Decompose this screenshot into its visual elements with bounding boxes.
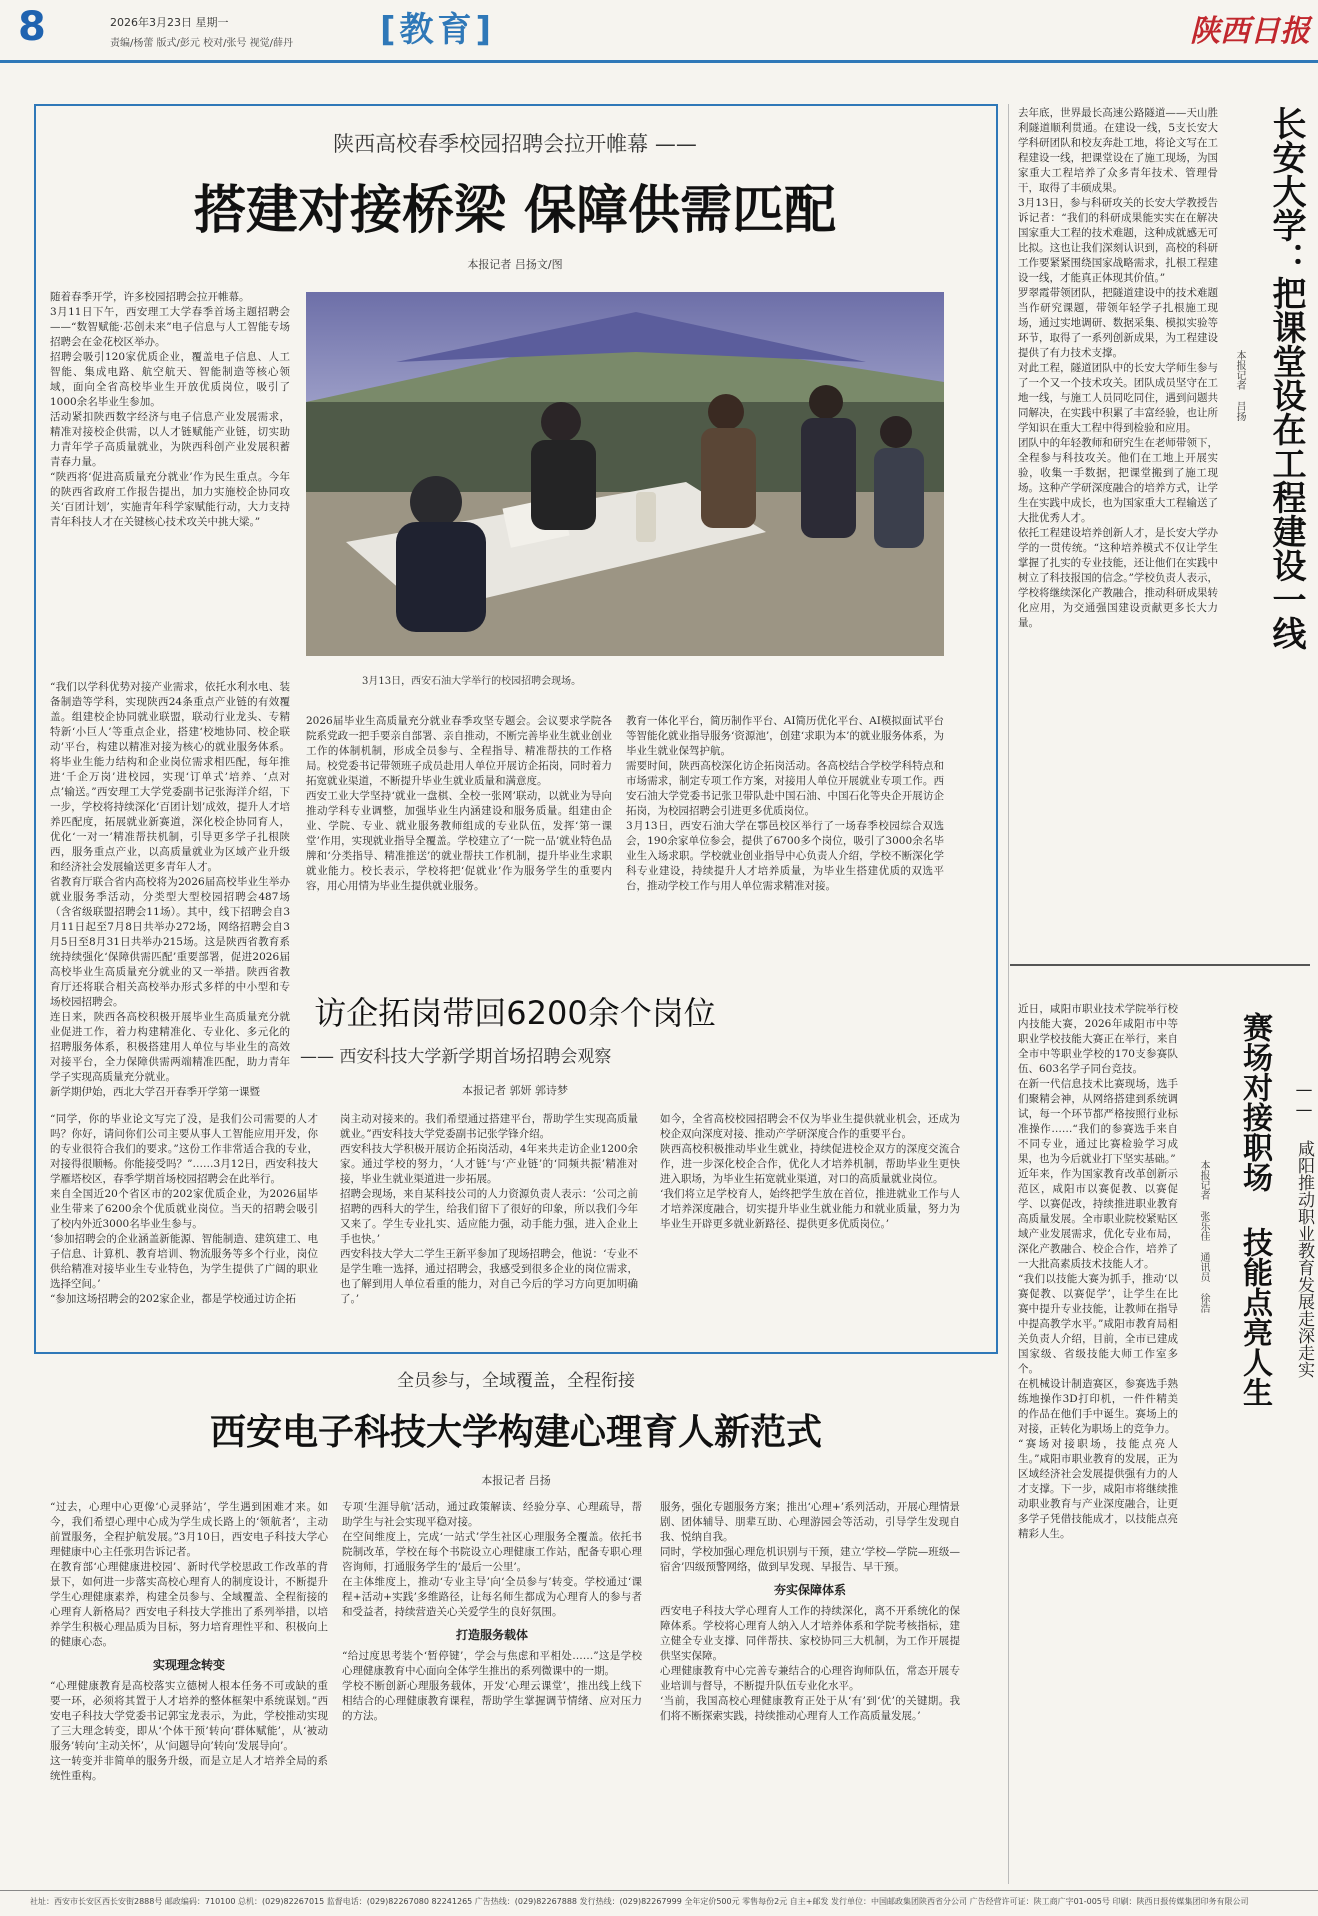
sidebar1-byline: 本报记者 吕扬	[1234, 350, 1245, 421]
article2-column-3: 如今，全省高校校园招聘会不仅为毕业生提供就业机会，还成为校企双向深度对接、推动产学研深度合作的重要平台。 陕西高校积极推动毕业生就业，持续促进校企双方的深度交流合作，进一步深化校企合作，优化人才培养机制，帮助毕业生更快进入职场，为毕业生拓宽就业渠道，对口的高质量就业岗位。 ‘我们将立足学校育人，始终把学生放在首位，推进就业工作与人才培养深度融合，切实提升毕业生就业能力和就业质量，努力为毕业生开辟更多就业新路径、提供更多优质岗位。’	[660, 1113, 960, 1230]
brand-logo: 陕西日报	[1190, 14, 1310, 49]
sidebar2-byline: 本报记者 张乐佳 通讯员 徐浩	[1198, 1160, 1209, 1313]
recruitment-fair-photo	[306, 292, 944, 656]
article2-column-1: “同学，你的毕业论文写完了没，是我们公司需要的人才吗？你好，请问你们公司主要从事人工智能应用开发，你的专业很符合我们的要求。”这份工作非常适合我的专业，对接得很顺畅。你能接受吗？”……3月12日，西安科技大学雁塔校区，春季学期首场校园招聘会在此举行。 来自全国近20个省区市的202家优质企业，为2026届毕业生带来了6200余个优质就业岗位。当天的招聘会吸引了校内外近3000名毕业生参与。 ‘参加招聘会的企业涵盖新能源、智能制造、建筑建工、电子信息、计算机、教育培训、物流服务等多个行业，岗位供给精准对接毕业生专业特色，为学生提供了广阔的职业选择空间。’ “参加这场招聘会的202家企业，都是学校通过访企拓	[50, 1113, 318, 1305]
article3-column-3	[660, 1500, 960, 1888]
article3-column-3-text-a: 服务，强化专题服务方案；推出‘心理+’系列活动，开展心理情景剧、团体辅导、朋辈互助、心理游园会等活动，引导学生发现自我、悦纳自我。 同时，学校加强心理危机识别与干预，建立‘学校—学院—班级—宿舍’四级预警网络，做到早发现、早报告、早干预。	[660, 1501, 960, 1573]
sidebar2-subtitle: —— 咸阳推动职业教育发展走深走实	[1294, 1080, 1314, 1378]
article3-column-3-text-b: 西安电子科技大学心理育人工作的持续深化，离不开系统化的保障体系。学校将心理育人纳入人才培养体系和学院考核指标，建立健全专业支撑、同伴帮扶、家校协同三大机制，为工作开展提供坚实保障。 心理健康教育中心完善专兼结合的心理咨询师队伍，常态开展专业培训与督导，不断提升队伍专业化水平。 ‘当前，我国高校心理健康教育正处于从‘有’到‘优’的关键期。我们将不断探索实践，持续推动心理育人工作高质量发展。’	[660, 1605, 960, 1722]
article1-column-1: “我们以学科优势对接产业需求，依托水利水电、装备制造等学科，实现陕西24条重点产业链的有效覆盖。组建校企协同就业联盟，联动行业龙头、专精特新‘小巨人’等重点企业，搭建‘校地协同、校企联动’平台，构建以精准对接为核心的就业服务体系。将毕业生能力结构和企业岗位需求相匹配，每年推进‘千企万岗’进校园，实现‘订单式’培养、‘点对点’输送。”西安理工大学党委副书记张海洋介绍，下一步，学校将持续深化‘百团计划’成效，提升人才培养匹配度，拓展就业新赛道，深化校企协同育人，优化‘一对一’精准帮扶机制，引导更多学子扎根陕西，服务重点产业，以高质量就业为区域产业升级和经济社会发展输送更多青年人才。 省教育厅联合省内高校将为2026届高校毕业生举办就业服务季活动，分类型大型校园招聘会487场（含省级联盟招聘会11场）。其中，线下招聘会自3月11日起至7月8日共举办272场，网络招聘会自3月5日至8月31日共举办215场。这是陕西省教育系统持续强化‘保障供需匹配’重要部署，促进2026届高校毕业生高质量充分就业的又一举措。陕西省教育厅还将联合相关高校举办形式多样的中小型和专场校园招聘会。 连日来，陕西各高校积极开展毕业生高质量充分就业促进工作，着力构建精准化、专业化、多元化的招聘服务体系，积极搭建用人单位与毕业生的高效对接平台，全力保障供需两端精准匹配，助力青年学子实现高质量充分就业。 新学期伊始，西北大学召开春季开学第一课暨	[50, 681, 290, 1098]
article3-column-2-text-a: 专项‘生涯导航’活动，通过政策解读、经验分享、心理疏导，帮助学生与社会实现平稳对接。 在空间维度上，完成‘一站式’学生社区心理服务全覆盖。依托书院制改革，学校在每个书院设立心理健康工作站，配备专职心理咨询师，打通服务学生的‘最后一公里’。 在主体维度上，推动‘专业主导’向‘全员参与’转变。学校通过‘课程+活动+实践’多维路径，让每名师生都成为心理育人的参与者和受益者，持续营造关心关爱学生的良好氛围。	[342, 1501, 642, 1618]
sidebar1-title: 长安大学：把课堂设在工程建设一线	[1266, 106, 1306, 650]
article3-headline: 西安电子科技大学构建心理育人新范式	[209, 1412, 822, 1453]
footer-info: 社址：西安市长安区西长安街2888号 邮政编码：710100 总机：(029)82267015 监督电话：(029)82267080 82241265 广告热线：(029)82267888 发行热线：(029)82267999 全年定价500元 零售每份2元 自主+邮发 发行单位：中国邮政集团陕西省分公司 广告经营许可证：陕工商广字01-005号 印刷：陕西日报传媒集团印务有限公司	[30, 1897, 1249, 1906]
article2-subtitle: —— 西安科技大学新学期首场招聘会观察	[300, 1047, 612, 1067]
article1-column-2: 2026届毕业生高质量充分就业春季攻坚专题会。会议要求学院各院系党政一把手要亲自部署、亲自推动，不断完善毕业生就业创业工作的体制机制，形成全员参与、全程指导、精准帮扶的工作格局。校党委书记带领班子成员赴用人单位开展访企拓岗，同时着力拓宽就业渠道，不断提升毕业生就业质量和满意度。 西安工业大学坚持‘就业一盘棋、全校一张网’联动，以就业为导向推动学科专业调整，加强毕业生内涵建设和服务质量。组建由企业、学院、专业、就业服务教师组成的专业队伍，发挥‘第一课堂’作用，实现就业指导全覆盖。学校建立了‘一院一品’就业特色品牌和‘分类指导、精准推送’的就业帮扶工作机制，提升毕业生求职就业能力。校长表示，学校将把‘促就业’作为服务学生的重要内容，用心用情为毕业生提供就业服务。	[306, 715, 612, 892]
article2-column-2: 岗主动对接来的。我们希望通过搭建平台，帮助学生实现高质量就业。”西安科技大学党委副书记张学锋介绍。 西安科技大学积极开展访企拓岗活动，4年来共走访企业1200余家。通过学校的努力，‘人才链’与‘产业链’的‘同频共振’精准对接，毕业生就业渠道进一步拓展。 招聘会现场，来自某科技公司的人力资源负责人表示：‘公司之前招聘的西科大的学生，给我们留下了很好的印象，所以我们今年又来了。学生专业扎实、适应能力强，动手能力强，进入企业上手也快。’ 西安科技大学大二学生王新平参加了现场招聘会，他说：‘专业不是学生唯一选择，通过招聘会，我感受到很多企业的岗位需求，也了解到用人单位看重的能力，对自己今后的学习方向更加明确了。’	[340, 1113, 638, 1305]
article3-column-1-text-b: “心理健康教育是高校落实立德树人根本任务不可或缺的重要一环，必须将其置于人才培养的整体框架中系统谋划。”西安电子科技大学党委书记郭宝龙表示，为此，学校推动实现了三大理念转变，即从‘个体干预’转向‘群体赋能’，从‘被动服务’转向‘主动关怀’，从‘问题导向’转向‘发展导向’。 这一转变并非简单的服务升级，而是立足人才培养全局的系统性重构。	[50, 1680, 328, 1782]
article3-column-1	[50, 1500, 328, 1888]
sidebar2-text: 近日，咸阳市职业技术学院举行校内技能大赛，2026年咸阳市中等职业学校技能大赛正在举行，来自全市中等职业学校的170支参赛队伍、603名学子同台竞技。 在新一代信息技术比赛现场，选手们聚精会神，从网络搭建到系统调试，每一个环节都严格按照行业标准操作……“我们的参赛选手来自不同专业，通过比赛检验学习成果，也为今后就业打下坚实基础。” 近年来，作为国家教育改革创新示范区，咸阳市以赛促教、以赛促学、以赛促改，持续推进职业教育高质量发展。全市职业院校紧贴区域产业发展需求，优化专业布局，深化产教融合、校企合作，培养了一大批高素质技术技能人才。 “我们以技能大赛为抓手，推动‘以赛促教、以赛促学’，让学生在比赛中提升专业技能，让教师在指导中提高教学水平。”咸阳市教育局相关负责人介绍，目前，全市已建成国家级、省级技能大师工作室多个。 在机械设计制造赛区，参赛选手熟练地操作3D打印机，一件件精美的作品在他们手中诞生。赛场上的对接，正转化为职场上的竞争力。 “赛场对接职场，技能点亮人生。”咸阳市职业教育的发展，正为区域经济社会发展提供强有力的人才支撑。下一步，咸阳市将继续推动职业教育与产业深度融合，让更多学子凭借技能成才，以技能点亮精彩人生。	[1018, 1003, 1178, 1540]
article3-kicker: 全员参与，全域覆盖，全程衔接	[397, 1371, 635, 1391]
article1-column-3: 教育一体化平台，简历制作平台、AI简历优化平台、AI模拟面试平台等智能化就业指导服务‘资源池’，创建‘求职为本’的就业服务体系，为毕业生就业保驾护航。 需要时间，陕西高校深化访企拓岗活动。各高校结合学校学科特点和市场需求，制定专项工作方案，对接用人单位开展就业专项工作。西安石油大学党委书记张卫带队赴中国石油、中国石化等央企开展访企拓岗，为校园招聘会引进更多优质岗位。 3月13日，西安石油大学在鄠邑校区举行了一场春季校园综合双选会，190余家单位参会，提供了6700多个岗位，吸引了3000余名毕业生入场求职。学校就业创业指导中心负责人介绍，学校不断深化学科专业建设，持续提升人才培养质量，为毕业生搭建优质的双选平台，推动学校工作与用人单位需求精准对接。	[626, 715, 944, 892]
masthead	[0, 0, 1318, 64]
masthead-rule	[0, 60, 1318, 63]
photo-caption: 3月13日，西安石油大学举行的校园招聘会现场。	[362, 676, 582, 687]
article3-column-2	[342, 1500, 642, 1888]
article3-subhead-3: 夯实保障体系	[773, 1583, 846, 1597]
footer-rule	[0, 1890, 1318, 1891]
issue-date: 2026年3月23日 星期一	[110, 16, 229, 29]
sidebar1-text: 去年底，世界最长高速公路隧道——天山胜利隧道顺利贯通。在建设一线，5支长安大学科研团队和校友奔赴工地，将论文写在工程建设一线，把课堂设在了施工现场，为国家重大工程培养了众多青年技术、管理骨干，取得了丰硕成果。 3月13日，参与科研攻关的长安大学教授告诉记者：“我们的科研成果能实实在在解决国家重大工程的技术难题，这种成就感无可比拟。这也让我们深刻认识到，高校的科研工作要紧紧围绕国家战略需求，扎根工程建设一线，才能真正体现其价值。” 罗翠霞带领团队，把隧道建设中的技术难题当作研究课题，带领年轻学子扎根施工现场，通过实地调研、数据采集、模拟实验等环节，取得了一系列创新成果，为工程建设提供了有力技术支撑。 对此工程，隧道团队中的长安大学师生参与了一个又一个技术攻关。团队成员坚守在工地一线，与施工人员同吃同住，遇到问题共同解决，在实践中积累了丰富经验，也让所学知识在重大工程中得到检验和应用。 团队中的年轻教师和研究生在老师带领下，全程参与科技攻关。他们在工地上开展实验，收集一手数据，把课堂搬到了施工现场。这种产学研深度融合的培养方式，让学生在实践中成长，也为国家重大工程输送了大批优秀人才。 依托工程建设培养创新人才，是长安大学办学的一贯传统。“这种培养模式不仅让学生掌握了扎实的专业技能，还让他们在实践中树立了科技报国的信念。”学校负责人表示，学校将继续深化产教融合，推动科研成果转化应用，为交通强国建设贡献更多长大力量。	[1018, 107, 1218, 629]
article3-subhead-1: 实现理念转变	[152, 1658, 225, 1672]
article3-column-2-text-b: “给过度思考装个‘暂停键’，学会与焦虑和平相处……”这是学校心理健康教育中心面向全体学生推出的系列微课中的一期。 学校不断创新心理服务载体，开发‘心理云课堂’，推出线上线下相结合的心理健康教育课程，帮助学生掌握调节情绪、应对压力的方法。	[342, 1650, 642, 1722]
article2-headline: 访企拓岗带回6200余个岗位	[314, 994, 716, 1032]
article3-byline: 本报记者 吕扬	[481, 1474, 551, 1487]
article3-subhead-2: 打造服务载体	[455, 1628, 528, 1642]
sidebar-rule	[1010, 964, 1310, 966]
article3-column-1-text-a: “过去，心理中心更像‘心灵驿站’，学生遇到困难才来。如今，我们希望心理中心成为学生成长路上的‘领航者’，主动前置服务，全程护航发展。”3月10日，西安电子科技大学心理健康中心主任张玥告诉记者。 在教育部‘心理健康进校园’、新时代学校思政工作改革的背景下，如何进一步落实高校心理育人的制度设计，不断提升学生心理健康素养，构建全员参与、全域覆盖、全程衔接的心理育人新格局？西安电子科技大学推出了系列举措，以培养学生积极心理品质为目标，努力培育理性平和、积极向上的健康心态。	[50, 1501, 328, 1648]
sidebar2-title: 赛场对接职场 技能点亮人生	[1237, 1012, 1272, 1407]
right-sidebar-divider	[1008, 104, 1009, 1884]
article1-lead: 随着春季开学，许多校园招聘会拉开帷幕。 3月11日下午，西安理工大学春季首场主题招聘会——“数智赋能·芯创未来”电子信息与人工智能专场招聘会在金花校区举办。 招聘会吸引120家优质企业，覆盖电子信息、人工智能、集成电路、航空航天、智能制造等核心领域，面向全省高校毕业生开放优质岗位，吸引了1000余名毕业生参加。 活动紧扣陕西数字经济与电子信息产业发展需求，精准对接校企供需，以人才链赋能产业链，切实助力青年学子高质量就业，为陕西科创产业发展积蓄青春力量。 “陕西将‘促进高质量充分就业’作为民生重点。今年的陕西省政府工作报告提出，加力实施校企协同攻关‘百团计划’，实施青年科学家赋能行动，大力支持青年科技人才在关键核心技术攻关中挑大梁。”	[50, 291, 290, 528]
photo-illustration	[306, 292, 944, 656]
page-number: 8	[18, 4, 46, 50]
article2-byline: 本报记者 郭妍 郭诗梦	[462, 1084, 568, 1097]
article1-kicker: 陕西高校春季校园招聘会拉开帷幕 ——	[333, 132, 697, 156]
article1-byline: 本报记者 吕扬文/图	[467, 258, 563, 271]
section-title: [教育]	[380, 10, 496, 50]
article1-headline: 搭建对接桥梁 保障供需匹配	[193, 181, 837, 241]
editor-credits: 责编/杨蕾 版式/彭元 校对/张号 视觉/薛丹	[110, 38, 294, 49]
